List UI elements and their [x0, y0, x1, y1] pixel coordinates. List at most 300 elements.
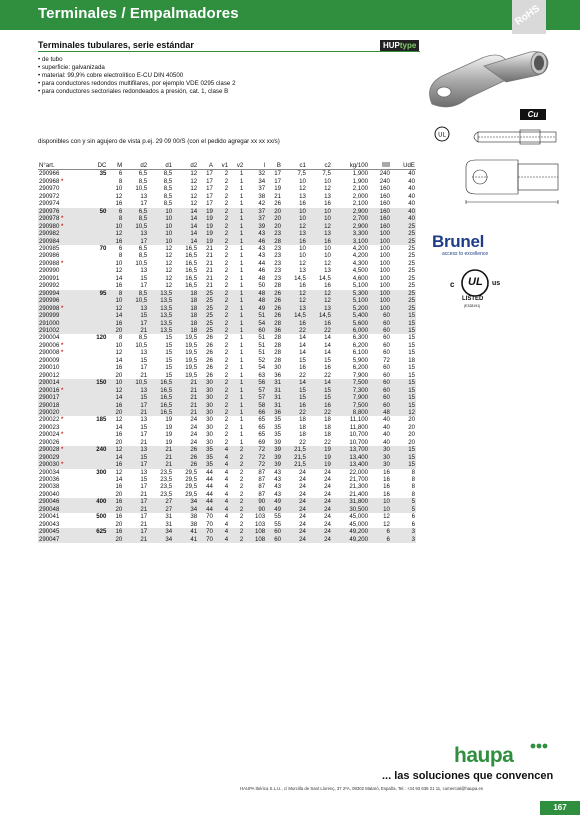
- table-cell: 23: [274, 244, 281, 252]
- table-cell: 240: [379, 177, 390, 185]
- table-cell: 13: [299, 267, 306, 275]
- table-cell: 18: [173, 297, 198, 304]
- table-cell: 31,800: [332, 498, 369, 505]
- new-item-star-icon: *: [59, 177, 64, 185]
- table-cell: 100: [369, 297, 391, 304]
- table-cell: 56: [244, 379, 266, 386]
- table-cell: 16: [282, 320, 307, 327]
- column-header: N°art.: [38, 162, 86, 170]
- table-cell: 23,5: [160, 476, 173, 484]
- table-cell: 24: [282, 536, 307, 543]
- table-cell: 6,300: [352, 334, 369, 342]
- table-cell: 15: [140, 423, 148, 431]
- table-cell: 21: [140, 520, 148, 528]
- table-cell: 13,400: [332, 454, 369, 461]
- table-cell: 8,5: [163, 192, 173, 200]
- table-cell: 1: [239, 356, 244, 364]
- table-cell: 15: [123, 312, 148, 319]
- table-cell: 15: [165, 364, 173, 372]
- table-cell: 14,5: [307, 312, 332, 319]
- table-cell: 4,300: [352, 259, 369, 267]
- table-cell: 10,5: [123, 297, 148, 304]
- table-cell: 90: [244, 506, 266, 513]
- table-cell: 160: [379, 200, 390, 208]
- table-cell: 8,800: [332, 409, 369, 416]
- table-cell: 2: [229, 528, 244, 535]
- table-row: [38, 387, 416, 394]
- table-cell: 17: [123, 402, 148, 409]
- table-cell: 10: [107, 297, 123, 304]
- table-cell: 26: [206, 364, 213, 372]
- table-cell: 22,000: [349, 468, 369, 476]
- table-row: [38, 290, 416, 297]
- table-cell: 12: [115, 192, 123, 200]
- table-cell: 15: [408, 334, 415, 342]
- table-cell: 18: [408, 356, 415, 364]
- table-row: [38, 364, 416, 371]
- table-cell: 1: [239, 416, 244, 424]
- table-row: [38, 215, 416, 222]
- table-row: [38, 230, 416, 237]
- table-cell: 2: [239, 468, 244, 476]
- table-cell: 20: [408, 423, 415, 431]
- table-cell: 23: [274, 252, 281, 260]
- table-row: [38, 431, 416, 438]
- table-row: [38, 402, 416, 409]
- table-cell: 55: [274, 513, 281, 521]
- table-cell: 39: [266, 461, 282, 468]
- table-cell: 5,400: [332, 312, 369, 319]
- table-cell: 17: [206, 192, 213, 200]
- table-cell: 13: [324, 267, 331, 275]
- table-cell: 26: [266, 290, 282, 297]
- table-cell: 22: [282, 327, 307, 334]
- table-cell: 39: [266, 446, 282, 453]
- table-cell: 4: [224, 490, 229, 498]
- table-cell: 34: [173, 506, 198, 513]
- conductor-size: 500: [96, 513, 107, 521]
- column-header: UdE: [391, 162, 416, 170]
- table-cell: 20: [107, 506, 123, 513]
- table-cell: 1: [239, 274, 244, 282]
- table-cell: 6: [118, 244, 123, 252]
- article-number: 290998 *: [38, 305, 86, 312]
- table-row: [38, 469, 416, 476]
- table-cell: 2: [229, 454, 244, 461]
- table-cell: 8,5: [138, 177, 148, 185]
- article-number: 290996: [38, 297, 86, 304]
- table-cell: 44: [198, 498, 214, 505]
- table-cell: 37: [258, 185, 266, 193]
- table-cell: 20: [107, 327, 123, 334]
- table-cell: 22: [307, 409, 332, 416]
- table-cell: 25: [391, 297, 416, 304]
- table-cell: 48: [244, 297, 266, 304]
- table-cell: 25: [408, 282, 415, 290]
- conductor-size: [86, 431, 108, 438]
- table-cell: 19: [165, 431, 173, 439]
- column-header: B: [266, 162, 282, 170]
- table-cell: 60: [266, 528, 282, 535]
- table-cell: 4: [224, 476, 229, 484]
- table-cell: 21: [140, 371, 148, 379]
- table-cell: 10,700: [349, 438, 369, 446]
- table-cell: 24: [282, 506, 307, 513]
- table-cell: 24: [190, 438, 198, 446]
- table-cell: 2: [214, 327, 229, 334]
- table-cell: 28: [266, 320, 282, 327]
- table-cell: 16,5: [185, 282, 198, 290]
- table-cell: 35: [198, 454, 214, 461]
- table-cell: 30: [198, 379, 214, 386]
- table-cell: 16: [107, 402, 123, 409]
- table-cell: 10,5: [135, 259, 148, 267]
- table-cell: 12: [115, 267, 123, 275]
- table-cell: 31: [266, 402, 282, 409]
- table-cell: 1: [229, 402, 244, 409]
- table-cell: 24: [282, 528, 307, 535]
- article-number: 290974: [39, 200, 60, 208]
- table-cell: 8: [411, 490, 415, 498]
- table-cell: 15: [165, 349, 173, 357]
- table-row: [38, 305, 416, 312]
- conductor-size: [86, 439, 108, 446]
- table-cell: 8: [118, 334, 123, 342]
- table-cell: 28: [266, 238, 282, 245]
- table-cell: 1,900: [352, 177, 369, 185]
- table-cell: 30: [198, 409, 214, 416]
- table-cell: 28: [274, 349, 281, 357]
- table-cell: 40: [408, 177, 415, 185]
- table-row: [38, 372, 416, 379]
- table-cell: 16: [282, 402, 307, 409]
- table-cell: 46: [244, 238, 266, 245]
- table-cell: 1: [229, 320, 244, 327]
- table-cell: 2: [224, 371, 229, 379]
- table-cell: 35: [198, 461, 214, 468]
- table-cell: 15: [391, 312, 416, 319]
- table-cell: 14: [173, 215, 198, 222]
- table-cell: 57: [244, 394, 266, 401]
- table-cell: 15: [408, 364, 415, 372]
- table-row: [38, 282, 416, 289]
- table-cell: 14: [324, 341, 331, 349]
- table-cell: 12: [324, 185, 331, 193]
- table-cell: 5,900: [352, 356, 369, 364]
- table-cell: 2,700: [332, 215, 369, 222]
- table-cell: 40: [383, 438, 390, 446]
- table-cell: 25: [391, 305, 416, 312]
- table-cell: 21: [140, 438, 148, 446]
- conductor-size: 50: [86, 208, 108, 215]
- hup-badge-a: HUP: [383, 41, 400, 50]
- conductor-size: [86, 461, 108, 468]
- table-cell: 12: [107, 305, 123, 312]
- table-cell: 14,5: [282, 312, 307, 319]
- table-cell: 16,5: [185, 259, 198, 267]
- new-item-star-icon: *: [59, 215, 64, 223]
- table-cell: 25: [198, 327, 214, 334]
- table-cell: 13: [307, 305, 332, 312]
- table-cell: 2: [214, 297, 229, 304]
- table-cell: 49: [266, 498, 282, 505]
- table-cell: 51: [258, 341, 266, 349]
- table-cell: 1: [229, 379, 244, 386]
- table-cell: 19: [198, 215, 214, 222]
- table-cell: 42: [258, 200, 266, 208]
- table-cell: 24: [324, 476, 331, 484]
- table-cell: 15: [140, 274, 148, 282]
- table-cell: 18: [173, 320, 198, 327]
- table-cell: 40: [383, 423, 390, 431]
- table-cell: 12: [165, 252, 173, 260]
- table-cell: 15: [307, 394, 332, 401]
- article-number: 290048: [38, 506, 86, 513]
- table-cell: 18: [173, 327, 198, 334]
- table-cell: 26: [266, 312, 282, 319]
- table-cell: 15: [391, 394, 416, 401]
- article-number: 290992: [39, 282, 60, 290]
- table-cell: 15: [123, 394, 148, 401]
- table-cell: 60: [369, 387, 391, 394]
- table-cell: 1: [239, 259, 244, 267]
- article-number: 290034: [39, 468, 60, 476]
- table-cell: 43: [274, 490, 281, 498]
- table-cell: 12: [107, 446, 123, 453]
- table-cell: 26: [173, 446, 198, 453]
- table-cell: 14: [299, 349, 306, 357]
- table-cell: 48: [258, 274, 266, 282]
- table-cell: 16,5: [148, 409, 173, 416]
- table-cell: 4: [214, 528, 229, 535]
- article-number: 290026: [39, 438, 60, 446]
- table-cell: 7,5: [297, 170, 306, 178]
- conductor-size: 120: [96, 334, 107, 342]
- table-cell: 100: [369, 305, 391, 312]
- table-cell: 12: [282, 297, 307, 304]
- conductor-size: [86, 267, 108, 274]
- table-cell: 20: [115, 438, 123, 446]
- column-header: DC: [86, 162, 108, 170]
- article-number: 290006 *: [39, 341, 64, 349]
- table-row: [38, 536, 416, 543]
- table-cell: 10: [299, 244, 306, 252]
- table-cell: 27: [148, 498, 173, 505]
- new-item-star-icon: *: [59, 431, 64, 439]
- table-cell: 36: [274, 371, 281, 379]
- table-cell: 10: [148, 215, 173, 222]
- table-cell: 87: [258, 476, 266, 484]
- table-cell: 2: [229, 536, 244, 543]
- table-cell: 16: [383, 490, 390, 498]
- table-cell: 2: [224, 274, 229, 282]
- table-cell: 25: [391, 238, 416, 245]
- table-cell: 16,5: [185, 244, 198, 252]
- article-number: 290970: [39, 185, 60, 193]
- table-cell: 15: [165, 341, 173, 349]
- table-cell: 16: [115, 483, 123, 491]
- table-cell: 5: [391, 506, 416, 513]
- table-cell: 2: [224, 185, 229, 193]
- table-cell: 44: [206, 476, 213, 484]
- table-cell: 3,100: [332, 238, 369, 245]
- table-cell: 12: [383, 520, 390, 528]
- table-cell: 11,800: [349, 423, 369, 431]
- table-cell: 15: [391, 327, 416, 334]
- table-cell: 10,5: [123, 223, 148, 230]
- table-row: [38, 334, 416, 341]
- table-cell: 22: [307, 327, 332, 334]
- feature-item: • para conductores sectoriales redondeados a presión, cat. 1, clase B: [38, 88, 236, 96]
- new-item-star-icon: *: [59, 259, 64, 267]
- table-cell: 4: [214, 506, 229, 513]
- table-cell: 14: [115, 274, 123, 282]
- table-cell: 23: [274, 274, 281, 282]
- table-cell: 49,200: [332, 528, 369, 535]
- table-cell: 24: [282, 498, 307, 505]
- table-cell: 21: [274, 192, 281, 200]
- table-cell: 14: [173, 208, 198, 215]
- table-cell: 8,5: [163, 200, 173, 208]
- table-cell: 35: [274, 431, 281, 439]
- table-cell: 2: [214, 320, 229, 327]
- table-cell: 22: [282, 409, 307, 416]
- table-cell: 12: [307, 297, 332, 304]
- table-cell: 21: [123, 506, 148, 513]
- table-cell: 20: [115, 520, 123, 528]
- column-header: A: [198, 162, 214, 170]
- table-cell: 38: [190, 513, 198, 521]
- table-cell: 1: [239, 423, 244, 431]
- table-cell: 26: [206, 334, 213, 342]
- table-cell: 19,5: [185, 371, 198, 379]
- table-cell: 10: [282, 208, 307, 215]
- table-cell: 63: [258, 371, 266, 379]
- table-cell: 24: [299, 476, 306, 484]
- table-cell: 60: [383, 341, 390, 349]
- table-cell: 16,5: [148, 402, 173, 409]
- table-cell: 26: [173, 454, 198, 461]
- table-cell: 22: [324, 438, 331, 446]
- table-cell: 70: [198, 536, 214, 543]
- table-cell: 2: [239, 483, 244, 491]
- table-cell: 17: [274, 170, 281, 178]
- table-cell: 14: [282, 379, 307, 386]
- ul-mark: UL: [468, 276, 483, 288]
- table-cell: 13,5: [148, 297, 173, 304]
- table-cell: 15: [391, 379, 416, 386]
- table-cell: 44: [206, 468, 213, 476]
- table-cell: 70: [206, 520, 213, 528]
- conductor-size: [86, 327, 108, 334]
- table-cell: 1: [229, 387, 244, 394]
- table-cell: 17: [206, 177, 213, 185]
- table-cell: 17: [140, 282, 148, 290]
- conductor-size: [86, 215, 108, 222]
- article-number: 290014: [38, 379, 86, 386]
- table-cell: 21,5: [282, 446, 307, 453]
- table-cell: 18: [299, 416, 306, 424]
- table-cell: 13,5: [148, 305, 173, 312]
- table-row: [38, 416, 416, 423]
- article-number: 290045: [38, 528, 86, 535]
- table-cell: 26: [206, 356, 213, 364]
- page-title: Terminales / Empalmadores: [38, 5, 239, 22]
- table-cell: 1: [229, 409, 244, 416]
- new-item-star-icon: *: [59, 304, 64, 312]
- article-number: 290966: [39, 170, 60, 178]
- table-cell: 34: [258, 177, 266, 185]
- feature-item: • material: 99,9% cobre electrolítico E-CU DIN 40500: [38, 72, 236, 80]
- table-cell: 10: [299, 177, 306, 185]
- table-cell: 6: [369, 528, 391, 535]
- table-cell: 2,900: [332, 208, 369, 215]
- table-cell: 24: [324, 490, 331, 498]
- table-cell: 43: [274, 476, 281, 484]
- article-number: 290976: [38, 208, 86, 215]
- table-cell: 6,000: [332, 327, 369, 334]
- article-number: 290024 *: [39, 431, 64, 439]
- feature-item: • superficie: galvanizada: [38, 64, 236, 72]
- article-number: 290016 *: [38, 387, 86, 394]
- table-cell: 7,900: [352, 371, 369, 379]
- table-cell: 70: [198, 528, 214, 535]
- table-cell: 3: [391, 528, 416, 535]
- table-cell: 14: [115, 423, 123, 431]
- conductor-size: [86, 238, 108, 245]
- article-number: 290046: [38, 498, 86, 505]
- table-cell: 29,5: [185, 476, 198, 484]
- table-cell: 5,300: [332, 290, 369, 297]
- table-cell: 10: [148, 223, 173, 230]
- table-cell: 14: [107, 454, 123, 461]
- table-cell: 4: [224, 483, 229, 491]
- table-cell: 12: [299, 259, 306, 267]
- table-cell: 2: [224, 349, 229, 357]
- conductor-size: 95: [86, 290, 108, 297]
- haupa-dots-icon: [530, 742, 548, 750]
- table-cell: 8: [107, 215, 123, 222]
- rohs-label: RoHS: [513, 3, 542, 28]
- table-cell: 2: [214, 312, 229, 319]
- table-cell: 14: [173, 230, 198, 237]
- table-cell: 36: [266, 409, 282, 416]
- table-cell: 1: [239, 252, 244, 260]
- table-cell: 50: [258, 282, 266, 290]
- table-cell: 2: [224, 356, 229, 364]
- table-cell: 2: [214, 215, 229, 222]
- table-cell: 6,5: [138, 244, 148, 252]
- table-cell: 10: [115, 259, 123, 267]
- table-cell: 6,100: [352, 349, 369, 357]
- conductor-size: [86, 282, 108, 289]
- table-cell: 100: [379, 252, 390, 260]
- table-cell: 39: [266, 454, 282, 461]
- table-cell: 14: [115, 356, 123, 364]
- conductor-size: [86, 193, 108, 200]
- table-cell: 16,5: [148, 394, 173, 401]
- table-cell: 19: [274, 185, 281, 193]
- table-cell: 14: [173, 238, 198, 245]
- table-cell: 8,5: [123, 290, 148, 297]
- table-cell: 6,200: [352, 341, 369, 349]
- table-cell: 1: [239, 267, 244, 275]
- table-cell: 5,600: [332, 320, 369, 327]
- feature-item: • de tubo: [38, 56, 236, 64]
- table-cell: 14: [307, 379, 332, 386]
- footer-address: HAUPA Ibérica S.L.U., c/ Murcilla de Sant Llorenç, 37 2ºA, 08302 Mataró, España, Tel.: +34 93 638 21 11, comercial@haupa.es: [240, 786, 483, 791]
- table-cell: 6,200: [352, 364, 369, 372]
